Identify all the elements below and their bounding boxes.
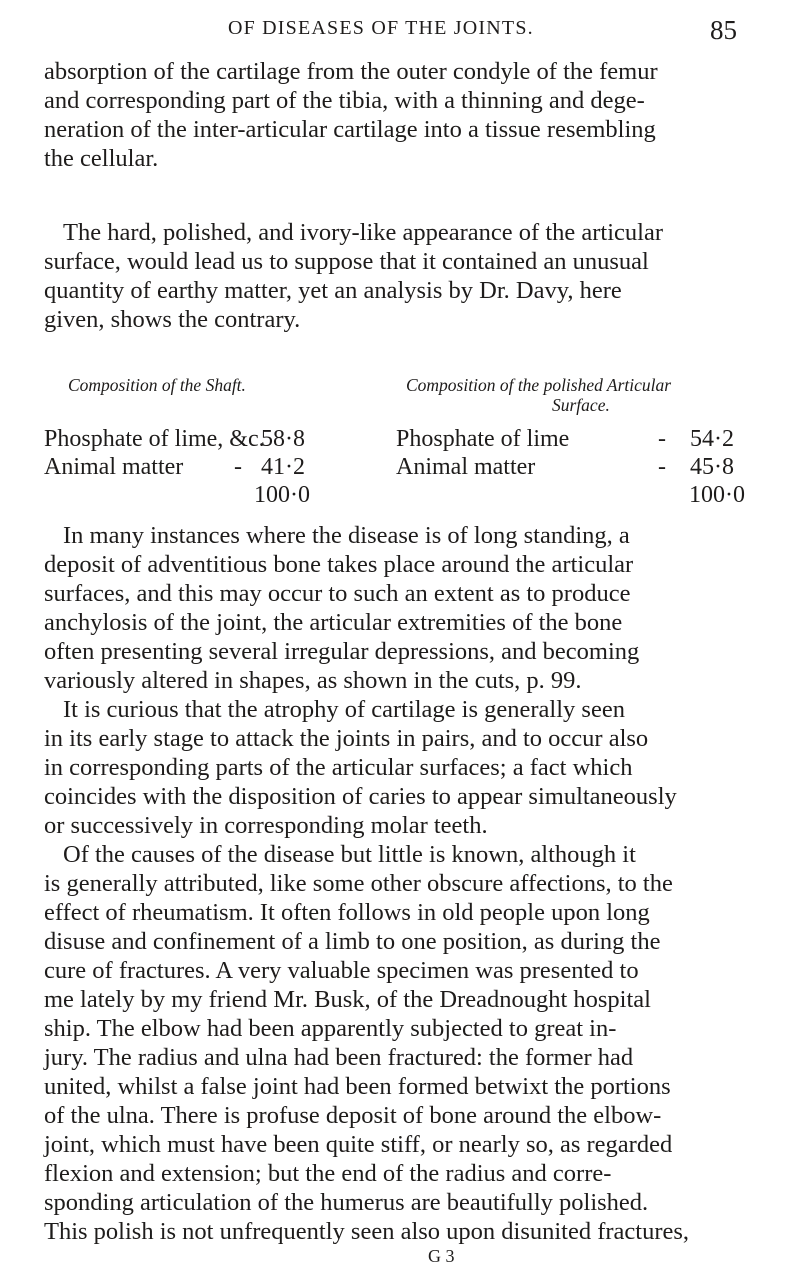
text-line: Of the causes of the disease but little is known, although it [63, 841, 636, 868]
text-line: and corresponding part of the tibia, with a thinning and dege- [44, 87, 645, 114]
text-line: variously altered in shapes, as shown in the cuts, p. 99. [44, 667, 582, 694]
text-line: given, shows the contrary. [44, 306, 301, 333]
row-value: 58·8 [261, 426, 305, 452]
row-dash: - [658, 426, 666, 452]
running-head [0, 15, 800, 51]
text-line: neration of the inter-articular cartilage into a tissue resembling [44, 116, 656, 143]
articular-caption: Composition of the polished Articular [406, 375, 672, 395]
row-value: 45·8 [690, 454, 734, 480]
signature-mark: G 3 [428, 1246, 455, 1266]
text-line: cure of fractures. A very valuable specimen was presented to [44, 957, 639, 984]
text-line: is generally attributed, like some other obscure affections, to the [44, 870, 673, 897]
running-title: OF DISEASES OF THE JOINTS. [228, 17, 534, 39]
table-row [396, 425, 766, 453]
articular-caption-continued: Surface. [552, 395, 610, 415]
text-line: united, whilst a false joint had been formed betwixt the portions [44, 1073, 671, 1100]
row-value: 41·2 [261, 454, 305, 480]
text-line: This polish is not unfrequently seen also upon disunited fractures, [44, 1218, 690, 1245]
text-line: In many instances where the disease is of long standing, a [63, 522, 630, 549]
text-line: flexion and extension; but the end of the radius and corre- [44, 1160, 612, 1187]
row-dash: - [234, 454, 242, 480]
row-label: Animal matter [396, 454, 536, 480]
text-line: It is curious that the atrophy of cartilage is generally seen [63, 696, 625, 723]
page-number: 85 [710, 15, 737, 45]
shaft-composition-column [44, 375, 374, 481]
row-dash: - [658, 454, 666, 480]
text-line: surfaces, and this may occur to such an extent as to produce [44, 580, 631, 607]
paragraph-cartilage-absorption [44, 57, 758, 173]
text-line: jury. The radius and ulna had been fractured: the former had [44, 1044, 634, 1071]
text-line: anchylosis of the joint, the articular extremities of the bone [44, 609, 623, 636]
text-line: the cellular. [44, 145, 159, 172]
shaft-total: 100·0 [254, 482, 310, 508]
text-line: deposit of adventitious bone takes place around the articular [44, 551, 634, 578]
shaft-caption: Composition of the Shaft. [68, 375, 246, 395]
text-line: me lately by my friend Mr. Busk, of the Dreadnought hospital [44, 986, 651, 1013]
row-label: Phosphate of lime [396, 426, 570, 452]
text-line: of the ulna. There is profuse deposit of bone around the elbow- [44, 1102, 662, 1129]
paragraph-causes [44, 840, 758, 1246]
table-row [44, 453, 374, 481]
paragraph-atrophy-pairs [44, 695, 758, 840]
text-line: absorption of the cartilage from the outer condyle of the femur [44, 58, 658, 85]
paragraph-adventitious-bone [44, 521, 758, 695]
text-line: in corresponding parts of the articular surfaces; a fact which [44, 754, 633, 781]
paragraph-ivory-appearance [44, 218, 758, 334]
text-line: The hard, polished, and ivory-like appearance of the articular [63, 219, 663, 246]
text-line: sponding articulation of the humerus are beautifully polished. [44, 1189, 649, 1216]
composition-table [44, 375, 764, 513]
text-line: in its early stage to attack the joints in pairs, and to occur also [44, 725, 649, 752]
row-label: Animal matter [44, 454, 184, 480]
row-value: 54·2 [690, 426, 734, 452]
text-line: surface, would lead us to suppose that it contained an unusual [44, 248, 649, 275]
table-row [44, 425, 374, 453]
text-line: often presenting several irregular depressions, and becoming [44, 638, 640, 665]
text-line: or successively in corresponding molar teeth. [44, 812, 488, 839]
text-line: coincides with the disposition of caries to appear simultaneously [44, 783, 677, 810]
articular-composition-column [396, 375, 766, 481]
row-label: Phosphate of lime, &c. [44, 426, 265, 452]
articular-total: 100·0 [689, 482, 745, 508]
text-line: quantity of earthy matter, yet an analysis by Dr. Davy, here [44, 277, 622, 304]
text-line: joint, which must have been quite stiff, or nearly so, as regarded [44, 1131, 673, 1158]
text-line: disuse and confinement of a limb to one position, as during the [44, 928, 661, 955]
text-line: effect of rheumatism. It often follows in old people upon long [44, 899, 650, 926]
table-row [396, 453, 766, 481]
text-line: ship. The elbow had been apparently subjected to great in- [44, 1015, 617, 1042]
